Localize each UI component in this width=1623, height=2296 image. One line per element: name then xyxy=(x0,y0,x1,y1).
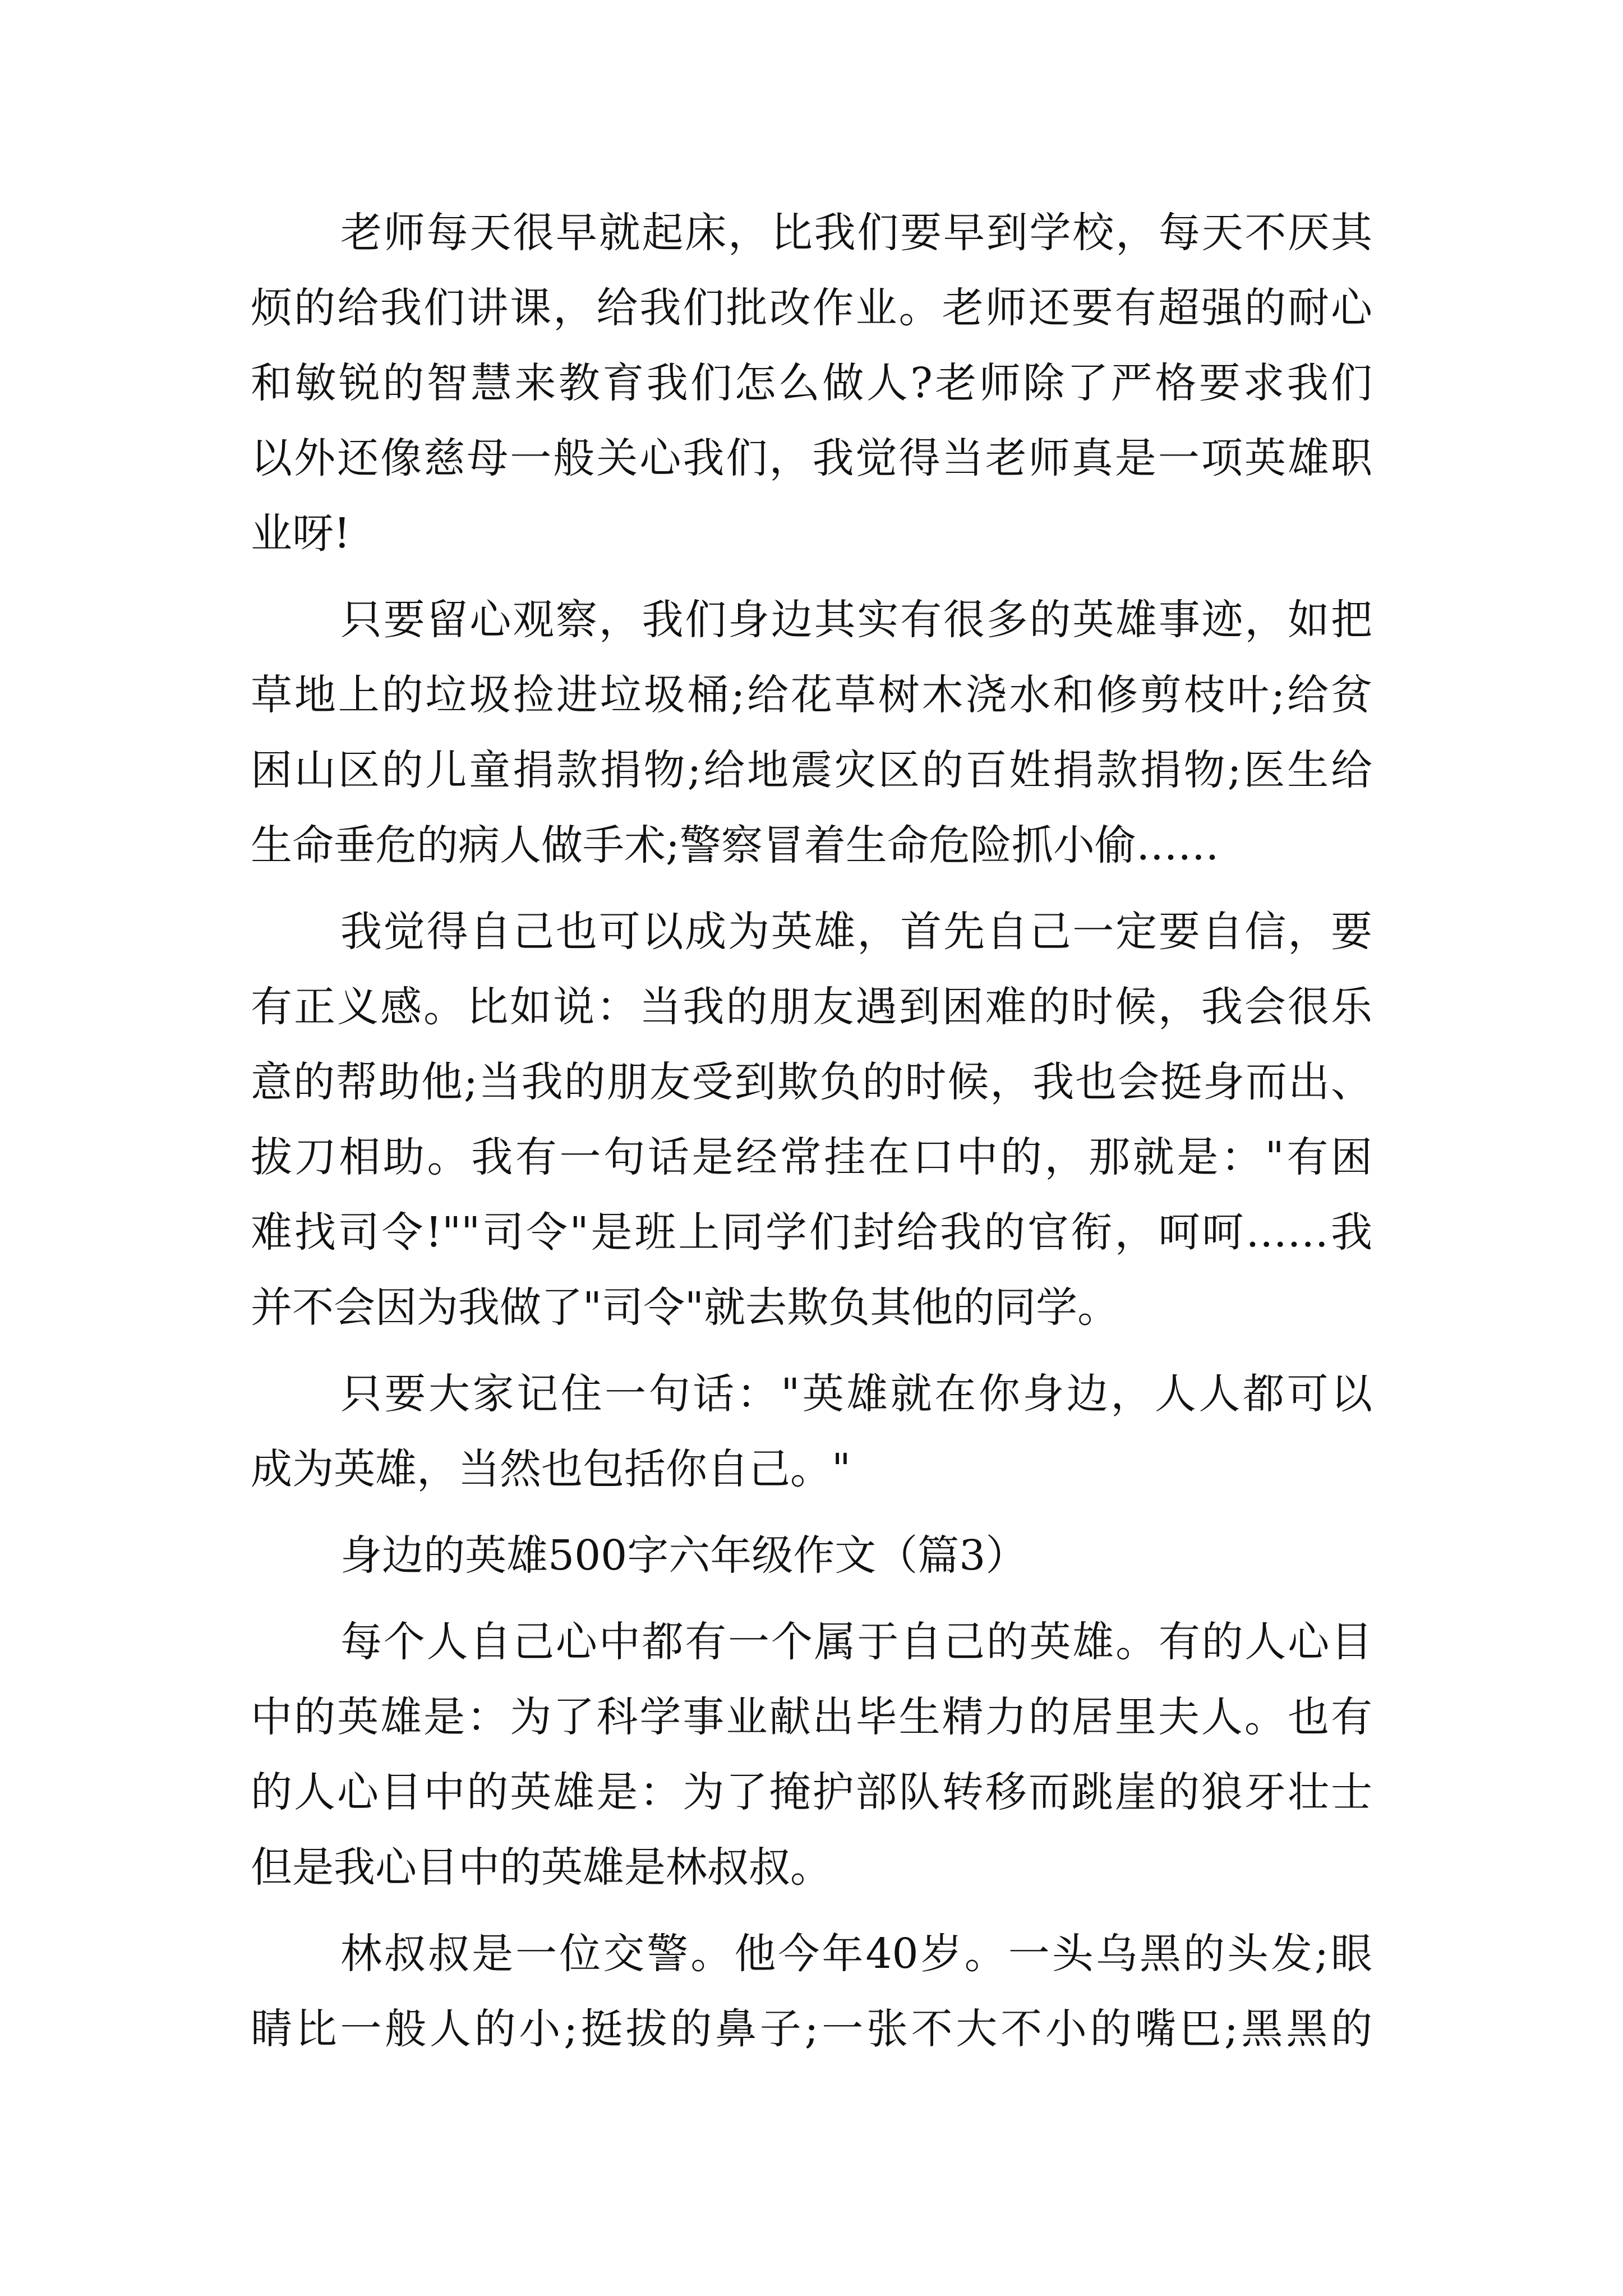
paragraph-line: 我觉得自己也可以成为英雄，首先自己一定要自信，要 xyxy=(340,908,1372,956)
paragraph-line: 意的帮助他;当我的朋友受到欺负的时候，我也会挺身而出、 xyxy=(251,1058,1372,1106)
paragraph-line: 和敏锐的智慧来教育我们怎么做人?老师除了严格要求我们 xyxy=(251,359,1372,407)
paragraph-line: 每个人自己心中都有一个属于自己的英雄。有的人心目 xyxy=(340,1618,1372,1666)
paragraph-line: 难找司令!""司令"是班上同学们封给我的官衔，呵呵……我 xyxy=(251,1208,1372,1257)
paragraph-gap xyxy=(251,1345,1372,1356)
paragraph-gap xyxy=(251,1905,1372,1916)
paragraph-line: 烦的给我们讲课，给我们批改作业。老师还要有超强的耐心 xyxy=(251,284,1372,332)
paragraph-line: 生命垂危的病人做手术;警察冒着生命危险抓小偷…… xyxy=(251,821,1219,869)
paragraph-line: 但是我心目中的英雄是林叔叔。 xyxy=(251,1843,832,1892)
document-body xyxy=(251,195,1372,2067)
paragraph-line: 中的英雄是：为了科学事业献出毕生精力的居里夫人。也有 xyxy=(251,1693,1372,1741)
paragraph-line: 有正义感。比如说：当我的朋友遇到困难的时候，我会很乐 xyxy=(251,983,1372,1031)
paragraph-line: 只要大家记住一句话："英雄就在你身边，人人都可以 xyxy=(340,1370,1372,1418)
paragraph-gap xyxy=(251,571,1372,582)
paragraph-line: 草地上的垃圾捡进垃圾桶;给花草树木浇水和修剪枝叶;给贫 xyxy=(251,671,1372,719)
section-heading: 身边的英雄500字六年级作文（篇3） xyxy=(340,1531,1027,1580)
paragraph-line: 困山区的儿童捐款捐物;给地震灾区的百姓捐款捐物;医生给 xyxy=(251,746,1372,794)
paragraph-line: 的人心目中的英雄是：为了掩护部队转移而跳崖的狼牙壮士 xyxy=(251,1768,1372,1816)
paragraph-gap xyxy=(251,1593,1372,1604)
paragraph-line: 业呀! xyxy=(251,509,351,558)
paragraph-line: 以外还像慈母一般关心我们，我觉得当老师真是一项英雄职 xyxy=(251,434,1372,482)
paragraph-line: 并不会因为我做了"司令"就去欺负其他的同学。 xyxy=(251,1283,1119,1332)
paragraph-line: 睛比一般人的小;挺拔的鼻子;一张不大不小的嘴巴;黑黑的 xyxy=(251,2005,1372,2053)
paragraph-gap xyxy=(251,883,1372,894)
paragraph-line: 林叔叔是一位交警。他今年40岁。一头乌黑的头发;眼 xyxy=(340,1930,1372,1978)
paragraph-line: 老师每天很早就起床，比我们要早到学校，每天不厌其 xyxy=(340,209,1372,257)
paragraph-gap xyxy=(251,1507,1372,1518)
paragraph-line: 只要留心观察，我们身边其实有很多的英雄事迹，如把 xyxy=(340,596,1372,644)
paragraph-line: 成为英雄，当然也包括你自己。" xyxy=(251,1445,851,1493)
paragraph-line: 拔刀相助。我有一句话是经常挂在口中的，那就是："有困 xyxy=(251,1133,1372,1181)
